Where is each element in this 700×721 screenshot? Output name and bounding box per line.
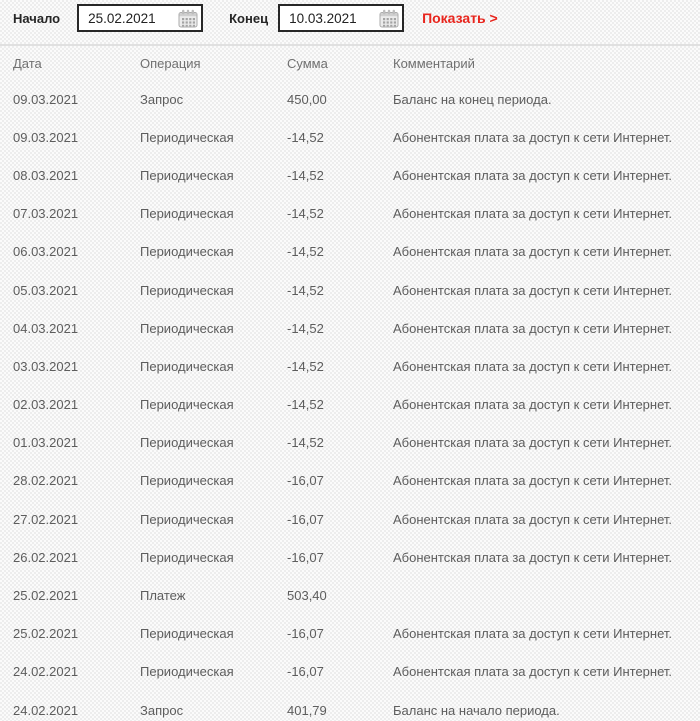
cell-amount: -14,52	[287, 435, 324, 451]
cell-date: 24.02.2021	[13, 664, 79, 680]
cell-comment: Абонентская плата за доступ к сети Интернет.	[393, 511, 673, 527]
cell-date: 07.03.2021	[13, 206, 79, 222]
cell-operation: Периодическая	[140, 549, 234, 565]
cell-operation: Периодическая	[140, 664, 234, 680]
cell-date: 03.03.2021	[13, 358, 79, 374]
calendar-icon[interactable]	[176, 7, 200, 29]
table-row	[0, 500, 700, 538]
cell-comment: Абонентская плата за доступ к сети Интернет.	[393, 320, 673, 336]
cell-comment: Абонентская плата за доступ к сети Интернет.	[393, 129, 673, 145]
cell-operation: Периодическая	[140, 244, 234, 260]
cell-amount: -16,07	[287, 473, 324, 489]
cell-operation: Периодическая	[140, 129, 234, 145]
table-body	[0, 80, 700, 721]
cell-amount: 401,79	[287, 702, 327, 718]
table-row	[0, 271, 700, 309]
end-date-field	[278, 4, 404, 32]
table-row	[0, 538, 700, 576]
cell-operation: Периодическая	[140, 358, 234, 374]
cell-amount: -14,52	[287, 167, 324, 183]
cell-amount: -14,52	[287, 358, 324, 374]
cell-date: 26.02.2021	[13, 549, 79, 565]
cell-date: 28.02.2021	[13, 473, 79, 489]
cell-operation: Периодическая	[140, 206, 234, 222]
table-header	[0, 46, 700, 80]
cell-operation: Периодическая	[140, 511, 234, 527]
cell-comment: Абонентская плата за доступ к сети Интернет.	[393, 397, 673, 413]
cell-date: 05.03.2021	[13, 282, 79, 298]
cell-comment: Абонентская плата за доступ к сети Интернет.	[393, 282, 673, 298]
cell-amount: -14,52	[287, 397, 324, 413]
cell-operation: Периодическая	[140, 320, 234, 336]
cell-amount: -16,07	[287, 664, 324, 680]
end-date-label: Конец	[229, 10, 269, 26]
cell-amount: 450,00	[287, 91, 327, 107]
table-row	[0, 195, 700, 233]
cell-date: 01.03.2021	[13, 435, 79, 451]
table-row	[0, 576, 700, 614]
start-date-field	[77, 4, 203, 32]
table-row	[0, 615, 700, 653]
cell-amount: -14,52	[287, 206, 324, 222]
calendar-icon[interactable]	[377, 7, 401, 29]
cell-date: 09.03.2021	[13, 129, 79, 145]
cell-date: 08.03.2021	[13, 167, 79, 183]
table-row	[0, 386, 700, 424]
table-row	[0, 80, 700, 118]
end-date-input[interactable]	[280, 11, 377, 26]
cell-amount: 503,40	[287, 588, 327, 604]
date-filter-bar	[0, 0, 700, 46]
table-row	[0, 462, 700, 500]
cell-amount: -14,52	[287, 320, 324, 336]
cell-amount: -16,07	[287, 511, 324, 527]
cell-date: 27.02.2021	[13, 511, 79, 527]
cell-comment: Баланс на начало периода.	[393, 702, 560, 718]
column-header-comment: Комментарий	[393, 55, 475, 71]
cell-comment: Абонентская плата за доступ к сети Интернет.	[393, 435, 673, 451]
cell-operation: Периодическая	[140, 282, 234, 298]
table-row	[0, 233, 700, 271]
cell-comment: Абонентская плата за доступ к сети Интернет.	[393, 167, 673, 183]
cell-date: 04.03.2021	[13, 320, 79, 336]
column-header-amount: Сумма	[287, 55, 328, 71]
cell-operation: Периодическая	[140, 167, 234, 183]
table-row	[0, 156, 700, 194]
cell-comment: Абонентская плата за доступ к сети Интернет.	[393, 626, 673, 642]
start-date-label: Начало	[13, 10, 61, 26]
cell-amount: -14,52	[287, 129, 324, 145]
cell-amount: -14,52	[287, 244, 324, 260]
table-row	[0, 424, 700, 462]
cell-date: 06.03.2021	[13, 244, 79, 260]
cell-comment: Абонентская плата за доступ к сети Интернет.	[393, 358, 673, 374]
show-button[interactable]: Показать >	[422, 10, 498, 26]
cell-operation: Периодическая	[140, 626, 234, 642]
column-header-operation: Операция	[140, 55, 201, 71]
cell-comment: Абонентская плата за доступ к сети Интернет.	[393, 244, 673, 260]
cell-amount: -14,52	[287, 282, 324, 298]
table-row	[0, 309, 700, 347]
cell-amount: -16,07	[287, 626, 324, 642]
cell-operation: Запрос	[140, 91, 184, 107]
column-header-date: Дата	[13, 55, 42, 71]
cell-comment: Абонентская плата за доступ к сети Интернет.	[393, 473, 673, 489]
table-row	[0, 653, 700, 691]
cell-comment: Абонентская плата за доступ к сети Интернет.	[393, 664, 673, 680]
cell-comment: Абонентская плата за доступ к сети Интернет.	[393, 206, 673, 222]
cell-date: 02.03.2021	[13, 397, 79, 413]
cell-comment: Абонентская плата за доступ к сети Интернет.	[393, 549, 673, 565]
cell-operation: Запрос	[140, 702, 184, 718]
cell-operation: Периодическая	[140, 473, 234, 489]
transactions-table	[0, 46, 700, 721]
cell-operation: Периодическая	[140, 435, 234, 451]
cell-operation: Периодическая	[140, 397, 234, 413]
cell-amount: -16,07	[287, 549, 324, 565]
table-row	[0, 347, 700, 385]
cell-operation: Платеж	[140, 588, 186, 604]
table-row	[0, 691, 700, 721]
cell-date: 25.02.2021	[13, 588, 79, 604]
cell-comment: Баланс на конец периода.	[393, 91, 552, 107]
cell-date: 24.02.2021	[13, 702, 79, 718]
table-row	[0, 118, 700, 156]
cell-date: 09.03.2021	[13, 91, 79, 107]
start-date-input[interactable]	[79, 11, 176, 26]
cell-date: 25.02.2021	[13, 626, 79, 642]
